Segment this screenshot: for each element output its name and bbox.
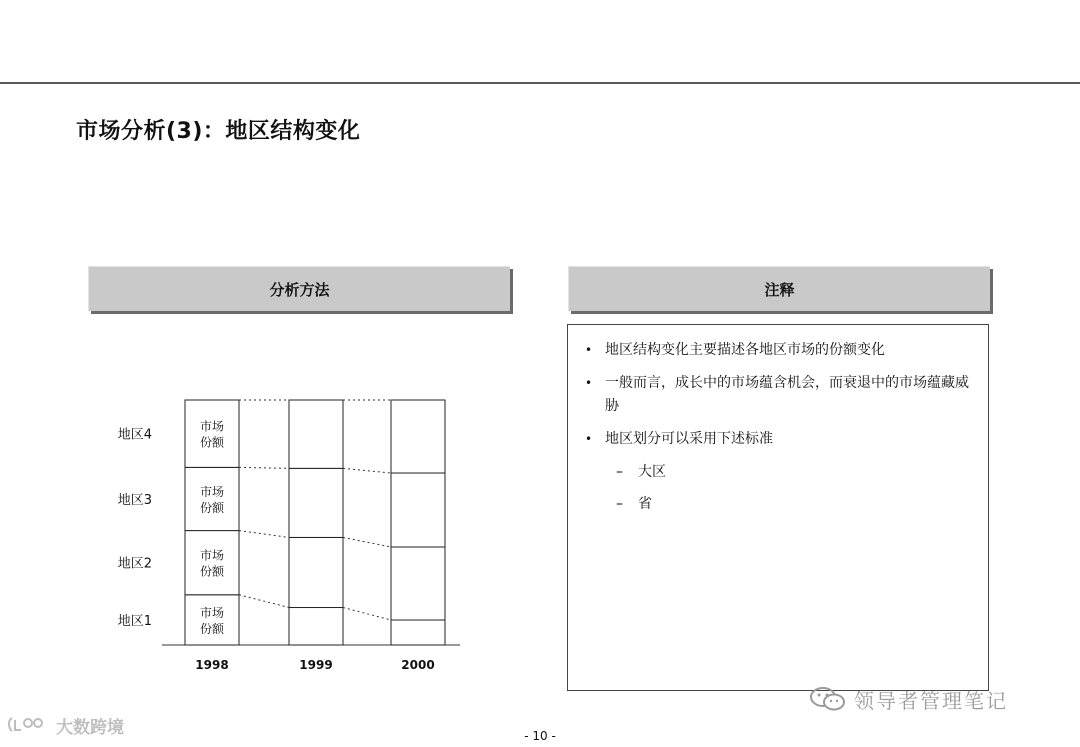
region-label: 地区3 (117, 492, 152, 508)
share-connector (343, 608, 391, 620)
notes-panel-header (568, 266, 990, 311)
sub-note-text: 大区 (638, 464, 666, 480)
segment-label-line2: 份额 (199, 564, 225, 579)
dash-icon: – (616, 464, 623, 480)
x-tick-label: 2000 (401, 658, 435, 672)
bullet-icon: • (585, 376, 593, 390)
bar-segment (185, 400, 239, 467)
segment-label-line2: 份额 (199, 500, 225, 515)
sub-note-text: 省 (638, 496, 652, 512)
share-connector (239, 467, 289, 468)
x-tick-label: 1999 (299, 658, 333, 672)
sub-note-item (568, 461, 988, 484)
notes-box (567, 324, 989, 691)
dash-icon: – (616, 496, 623, 512)
bar-segment (289, 400, 343, 468)
share-connector (239, 531, 289, 538)
note-item (568, 339, 988, 362)
wechat-icon (808, 685, 848, 713)
segment-label-line1: 市场 (199, 484, 225, 499)
share-connector (343, 537, 391, 547)
bullet-icon: • (585, 343, 593, 357)
bar-segment (391, 400, 445, 473)
segment-label-line1: 市场 (199, 605, 225, 620)
note-item (568, 428, 988, 451)
notes-panel-title: 注释 (764, 280, 795, 299)
sub-note-item (568, 493, 988, 516)
bar-segment (391, 620, 445, 645)
page-title: 市场分析(3)：地区结构变化 (76, 119, 361, 144)
note-text: 地区结构变化主要描述各地区市场的份额变化 (605, 342, 885, 358)
bullet-icon: • (585, 432, 593, 446)
share-connector (239, 595, 289, 608)
page-number: - 10 - (524, 729, 556, 743)
region-share-chart (100, 385, 460, 685)
watermark-right-text: 领导者管理笔记 (854, 688, 1008, 713)
method-panel-header (88, 266, 510, 311)
bar-segment (289, 608, 343, 645)
watermark-right (808, 684, 1008, 714)
top-rule (0, 82, 1080, 84)
note-text: 一般而言，成长中的市场蕴含机会，而衰退中的市场蕴藏威胁 (605, 375, 969, 414)
segment-label-line1: 市场 (199, 419, 225, 434)
bar-segment (289, 468, 343, 537)
bar-segment (391, 473, 445, 547)
bar-segment (289, 537, 343, 607)
region-label: 地区1 (117, 613, 152, 629)
segment-label-line1: 市场 (199, 548, 225, 563)
share-connector (343, 468, 391, 473)
segment-label-line2: 份额 (199, 621, 225, 636)
method-panel-title: 分析方法 (269, 280, 330, 299)
bar-segment (391, 547, 445, 620)
note-item (568, 372, 988, 418)
region-label: 地区4 (117, 427, 152, 443)
region-label: 地区2 (117, 556, 152, 572)
notes-list (568, 325, 988, 516)
x-tick-label: 1998 (195, 658, 229, 672)
note-text: 地区划分可以采用下述标准 (605, 431, 773, 447)
segment-label-line2: 份额 (199, 435, 225, 450)
watermark-left-text: 大数跨境 (56, 717, 124, 738)
